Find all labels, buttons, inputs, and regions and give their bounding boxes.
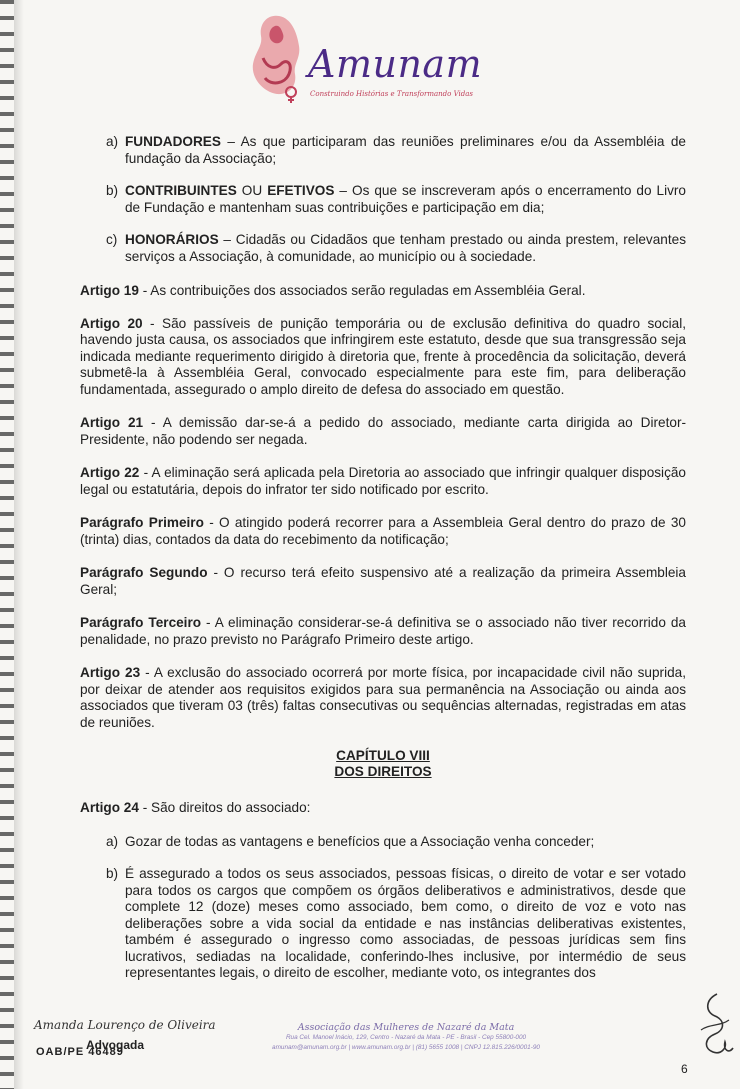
article-label: Artigo 23	[80, 665, 141, 680]
item-text: É assegurado a todos os seus associados, pessoas físicas, o direito de votar e ser votado para todos os cargos que compõem os órgãos deliberativos e administrativos, desde que complete 12 (doze) meses como associado, bem como, o direito de voz e voto nas deliberações sobre a vida social da entidade e nas instâncias deliberativas existentes, também é assegurado o ingresso como associadas, de pessoas jurídicas sem fins lucrativos, sediadas na localidade, conferindo-lhes inclusive, por intermédio de seus representantes legais, o direito de escolher, mediante voto, os integrantes dos	[125, 866, 686, 980]
page-header	[240, 12, 540, 107]
article-label: Artigo 21	[80, 415, 144, 430]
paragraph-label: Parágrafo Segundo	[80, 565, 208, 580]
item-text: Gozar de todas as vantagens e benefícios que a Associação venha conceder;	[125, 833, 595, 849]
item-text: – As que participaram das reuniões preliminares e/ou da Assembléia de fundação da Associação;	[125, 134, 686, 166]
handwritten-signature: Amanda Lourenço de Oliveira	[34, 1018, 216, 1032]
paragraph-third	[80, 615, 686, 648]
chapter-title: DOS DIREITOS	[334, 764, 432, 779]
lawyer-oab: OAB/PE 46489	[36, 1046, 124, 1058]
term: FUNDADORES	[125, 134, 221, 149]
article-text: - As contribuições dos associados serão reguladas em Assembléia Geral.	[138, 283, 586, 298]
article-text: - São passíveis de punição temporária ou de exclusão definitiva do quadro social, havendo justa causa, os associados que infringirem este estatuto, desde que sua transgressão seja indicada mediante requerimento dirigido à diretoria que, frente à procedência da solicitação, deverá submetê-la à Assembléia Geral, convocado especialmente para este fim, para deliberação fundamentada, assegurado o amplo direito de defesa do associado em questão.	[80, 315, 686, 397]
initials-signature-icon	[695, 990, 737, 1062]
page-footer	[0, 1010, 740, 1089]
article-19	[80, 283, 686, 300]
document-body	[80, 134, 686, 982]
paragraph-second	[80, 565, 686, 598]
article-label: Artigo 20	[80, 315, 143, 331]
chapter-heading	[80, 748, 686, 780]
spiral-binding	[0, 0, 14, 1089]
list-item	[80, 834, 686, 851]
term: CONTRIBUINTES	[125, 183, 237, 198]
list-item	[80, 134, 686, 167]
lawyer-role: Advogada	[86, 1038, 145, 1052]
paragraph-text: - O recurso terá efeito suspensivo até a realização da primeira Assembleia Geral;	[80, 565, 686, 597]
article-label: Artigo 19	[80, 283, 139, 298]
article-23	[80, 665, 686, 731]
list-marker: a)	[106, 134, 119, 149]
lawyer-stamp	[34, 1018, 216, 1032]
article-text: - A eliminação será aplicada pela Diretoria ao associado que infringir qualquer disposição legal ou estatutária, depois do infrator ter sido notificado por escrito.	[80, 465, 686, 497]
term: HONORÁRIOS	[125, 232, 219, 247]
article-22	[80, 465, 686, 498]
paragraph-text: - O atingido poderá recorrer para a Assembleia Geral dentro do prazo de 30 (trinta) dias, contados da data do recebimento da notificação;	[80, 515, 686, 547]
article-24	[80, 800, 686, 817]
list-item	[80, 866, 686, 982]
logo-wordmark: Amunam	[308, 42, 483, 86]
paragraph-first	[80, 515, 686, 548]
article-text: - A exclusão do associado ocorrerá por morte física, por incapacidade civil não suprida, por deixar de atender aos requisitos exigidos para sua permanência na Associação ou ainda aos associados que tiveram 03 (três) faltas consecutivas ou sequências alternadas, registradas em atas de reuniões.	[80, 665, 686, 730]
paragraph-label: Parágrafo Primeiro	[80, 515, 204, 530]
list-item	[80, 183, 686, 216]
organization-footer	[196, 1022, 616, 1053]
term: EFETIVOS	[267, 183, 335, 198]
list-marker: b)	[106, 866, 119, 881]
page-number: 6	[681, 1062, 688, 1076]
organization-name: Associação das Mulheres de Nazaré da Mata	[297, 1022, 515, 1033]
list-item	[80, 232, 686, 265]
article-label: Artigo 22	[80, 465, 140, 480]
paragraph-text: - A eliminação considerar-se-á definitiva se o associado não tiver recorrido da penalidade, no prazo previsto no Parágrafo Primeiro deste artigo.	[80, 615, 686, 647]
organization-contacts: amunam@amunam.org.br | www.amunam.org.br | (81) 5655 1008 | CNPJ 12.815.226/0001-90	[272, 1044, 540, 1051]
organization-address: Rua Cel. Manoel Inácio, 129, Centro - Nazaré da Mata - PE - Brasil - Cep 55800-000	[285, 1034, 527, 1041]
item-text: – Os que se inscreveram após o encerramento do Livro de Fundação e mantenham suas contribuições e participação em dia;	[125, 183, 686, 215]
article-20	[80, 316, 686, 399]
article-text: - A demissão dar-se-á a pedido do associado, mediante carta dirigida ao Diretor-Presidente, não podendo ser negada.	[80, 415, 686, 447]
amunam-logo-icon	[245, 12, 315, 104]
chapter-number: CAPÍTULO VIII	[336, 748, 430, 763]
list-marker: c)	[106, 232, 118, 247]
article-21	[80, 415, 686, 448]
article-label: Artigo 24	[80, 800, 139, 815]
paragraph-label: Parágrafo Terceiro	[80, 615, 202, 630]
list-marker: a)	[106, 833, 119, 849]
binding-shadow	[14, 0, 24, 1089]
article-text: - São direitos do associado:	[138, 800, 311, 815]
item-text: – Cidadãs ou Cidadãos que tenham prestado ou ainda prestem, relevantes serviços a Associação, à comunidade, ao município ou à sociedade.	[125, 232, 686, 264]
logo-tagline: Construindo Histórias e Transformando Vidas	[310, 90, 474, 98]
list-marker: b)	[106, 183, 119, 198]
term-joiner: OU	[236, 183, 268, 198]
